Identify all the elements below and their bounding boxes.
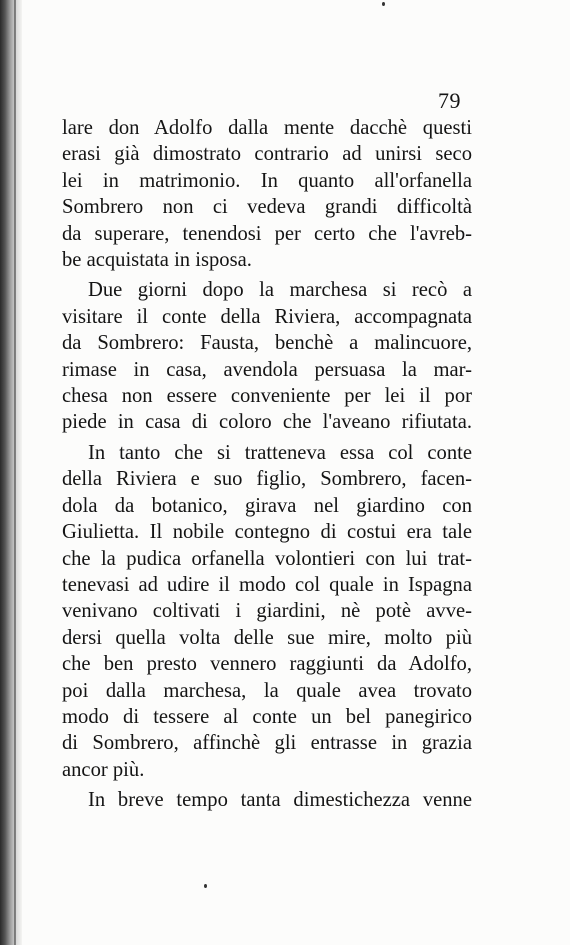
text-line: piede in casa di coloro che l'aveano rifiutata. (62, 411, 472, 434)
text-line: modo di tessere al conte un bel panegirico (62, 705, 472, 728)
text-line: be acquistata in isposa. (62, 249, 252, 272)
binding-edge (14, 0, 16, 945)
print-speck (382, 2, 385, 6)
text-line: lare don Adolfo dalla mente dacchè questi (62, 117, 472, 139)
text-line: della Riviera e suo figlio, Sombrero, facen- (62, 468, 472, 491)
text-line: venivano coltivati i giardini, nè potè avve- (62, 600, 472, 623)
text-line: che ben presto vennero raggiunti da Adolfo, (62, 653, 472, 676)
text-line: Giulietta. Il nobile contegno di costui era tale (62, 521, 472, 544)
text-line: da Sombrero: Fausta, benchè a malincuore, (62, 332, 472, 355)
text-line: da superare, tenendosi per certo che l'avreb- (62, 222, 472, 245)
text-line: dola da botanico, girava nel giardino con (62, 494, 472, 517)
print-speck (204, 884, 207, 888)
text-line: dersi quella volta delle sue mire, molto più (62, 626, 472, 649)
text-line: erasi già dimostrato contrario ad unirsi seco (62, 143, 472, 166)
text-line: Sombrero non ci vedeva grandi difficoltà (62, 196, 472, 219)
text-line: ancor più. (62, 758, 145, 781)
text-line: visitare il conte della Riviera, accompagnata (62, 305, 472, 328)
page-gutter (0, 0, 22, 945)
text-line: che la pudica orfanella volontieri con lui trat- (62, 547, 472, 570)
page-number: 79 (438, 88, 461, 113)
text-line: In tanto che si tratteneva essa col conte (88, 441, 472, 464)
text-line: poi dalla marchesa, la quale avea trovato (62, 679, 472, 702)
text-line: In breve tempo tanta dimestichezza venne (88, 789, 472, 812)
text-line: lei in matrimonio. In quanto all'orfanella (62, 169, 472, 192)
text-line: rimase in casa, avendola persuasa la mar- (62, 358, 472, 381)
text-line: chesa non essere conveniente per lei il por (62, 385, 472, 408)
text-line: di Sombrero, affinchè gli entrasse in grazia (62, 732, 472, 755)
body-text (62, 115, 472, 814)
text-line: tenevasi ad udire il modo col quale in Ispagna (62, 573, 472, 596)
text-line: Due giorni dopo la marchesa si recò a (88, 279, 472, 302)
